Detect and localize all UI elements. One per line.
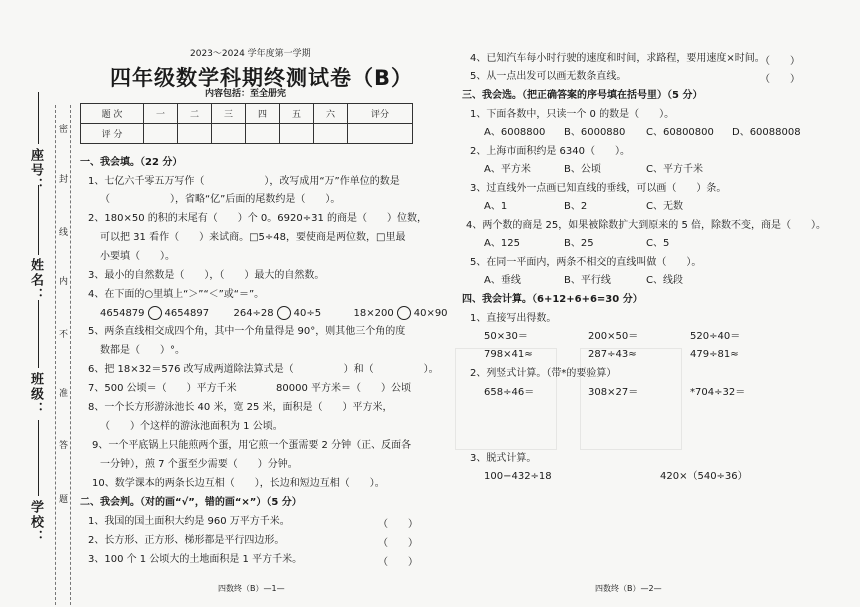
oral-item: 50×30＝ [484,331,528,342]
oral-item: 287÷43≈ [588,349,637,360]
judge-3: 3、100 个 1 公顷大的土地面积是 1 平方千米。 [88,554,303,565]
score-cell[interactable] [212,124,246,144]
compare-left: 264÷28 [233,308,274,319]
choice-2: 2、上海市面积约是 6340（ ）。 [470,146,630,157]
seal-char: 封 [59,175,69,185]
choice-5-option[interactable]: B、平行线 [564,275,611,286]
question-4: 4、在下面的○里填上“＞”“＜”或“＝”。 [88,289,265,300]
choice-5: 5、在同一平面内，两条不相交的直线叫做（ ）。 [470,257,702,268]
score-header-cell: 题 次 [81,104,144,124]
question-1b: （ ），省略“亿”后面的尾数约是（ ）。 [100,194,341,205]
name-label: 姓名： [28,258,43,303]
calc-2-title: 2、列竖式计算。（带*的要验算） [470,368,617,379]
judge-answer-box[interactable]: （ ） [378,557,418,568]
choice-4: 4、两个数的商是 25，如果被除数扩大到原来的 5 倍，除数不变，商是（ ）。 [466,220,826,231]
choice-5-option[interactable]: A、垂线 [484,275,521,286]
score-header-cell: 评分 [348,104,413,124]
choice-2-option[interactable]: B、公顷 [564,164,601,175]
question-2b: 可以把 31 看作（ ）来试商。□5÷48，要使商是两位数，□里最 [100,232,406,243]
choice-3-option[interactable]: B、2 [564,201,588,212]
question-8b: （ ）个这样的游泳池面积为 1 公顷。 [100,421,283,432]
compare-left: 4654879 [100,308,145,319]
calc-1-title: 1、直接写出得数。 [470,313,557,324]
class-field[interactable] [38,300,39,368]
score-header-cell: 二 [178,104,212,124]
vertical-item: 658÷46＝ [484,387,535,398]
seal-char: 题 [59,495,69,505]
score-cell[interactable] [280,124,314,144]
question-3: 3、最小的自然数是（ ），（ ）最大的自然数。 [88,270,325,281]
question-5a: 5、两条直线相交成四个角，其中一个角量得是 90°，则其他三个角的度 [88,326,406,337]
page-title: 四年级数学科期终测试卷（B） [110,66,414,90]
choice-1: 1、下面各数中，只读一个 0 的数是（ ）。 [470,109,675,120]
vertical-item: 308×27＝ [588,387,639,398]
question-8a: 8、一个长方形游泳池长 40 米，宽 25 米，面积是（ ）平方米， [88,402,393,413]
compare-right: 40÷5 [293,308,322,319]
seal-char: 内 [59,277,69,287]
choice-2-option[interactable]: A、平方米 [484,164,531,175]
score-header-cell: 三 [212,104,246,124]
score-table [80,103,413,144]
choice-2-option[interactable]: C、平方千米 [646,164,703,175]
school-label: 学校： [28,500,43,545]
score-cell[interactable] [246,124,280,144]
choice-4-option[interactable]: C、5 [646,238,670,249]
judge-answer-box[interactable]: （ ） [378,519,418,530]
calc-3-title: 3、脱式计算。 [470,453,537,464]
oral-item: 200×50＝ [588,331,639,342]
judge-5: 5、从一点出发可以画无数条直线。 [470,71,627,82]
seal-char: 答 [59,441,69,451]
score-header-cell: 一 [144,104,178,124]
compare-right: 4654897 [164,308,210,319]
seat-label: 座号： [28,148,43,193]
section-2-title: 二、我会判。（对的画“√”，错的画“×”）（5 分） [80,497,302,508]
score-header-cell: 四 [246,104,280,124]
stepwise-item: 100−432÷18 [484,471,552,482]
binding-line [55,105,56,605]
school-year: 2023～2024 学年度第一学期 [190,49,311,59]
score-cell[interactable] [314,124,348,144]
seal-char: 密 [59,125,69,135]
question-7a: 7、500 公顷＝（ ）平方千米 [88,383,237,394]
question-2c: 小要填（ ）。 [100,251,175,262]
judge-4: 4、已知汽车每小时行驶的速度和时间，求路程，要用速度×时间。 [470,53,765,64]
question-6: 6、把 18×32＝576 改写成两道除法算式是（ ）和（ ）。 [88,364,439,375]
question-10: 10、数学课本的两条长边互相（ ），长边和短边互相（ ）。 [92,478,385,489]
school-field[interactable] [38,420,39,496]
content-scope: 内容包括：至全册完 [205,89,287,99]
compare-row [100,306,448,320]
binding-line [70,105,71,605]
choice-1-option[interactable]: C、60800800 [646,127,714,138]
compare-circle[interactable] [148,306,162,320]
seal-char: 线 [59,228,69,238]
seat-field[interactable] [38,92,39,144]
bleed-through-grid [580,348,682,450]
question-2a: 2、180×50 的积的末尾有（ ）个 0。6920÷31 的商是（ ）位数， [88,213,428,224]
section-1-title: 一、我会填。（22 分） [80,157,183,168]
score-cell[interactable] [178,124,212,144]
score-header-cell: 六 [314,104,348,124]
score-header-cell: 五 [280,104,314,124]
oral-item: 798×41≈ [484,349,533,360]
compare-circle[interactable] [397,306,411,320]
compare-right: 40×90 [413,308,448,319]
page-footer-left: 四数终（B）—1— [218,584,285,593]
score-row-label: 评 分 [81,124,144,144]
judge-1: 1、我国的国土面积大约是 960 万平方千米。 [88,516,290,527]
compare-circle[interactable] [277,306,291,320]
section-3-title: 三、我会选。（把正确答案的序号填在括号里）（5 分） [462,90,703,101]
judge-2: 2、长方形、正方形、梯形都是平行四边形。 [88,535,285,546]
judge-answer-box[interactable]: （ ） [378,538,418,549]
choice-4-option[interactable]: A、125 [484,238,520,249]
question-7b: 80000 平方米＝（ ）公顷 [276,383,411,394]
compare-left: 18×200 [353,308,394,319]
section-4-title: 四、我会计算。（6+12+6+6=30 分） [462,294,643,305]
oral-item: 479÷81≈ [690,349,739,360]
choice-1-option[interactable]: A、6008800 [484,127,546,138]
score-cell[interactable] [144,124,178,144]
name-field[interactable] [38,185,39,255]
choice-3: 3、过直线外一点画已知直线的垂线，可以画（ ）条。 [470,183,727,194]
choice-3-option[interactable]: A、1 [484,201,508,212]
page-footer-right: 四数终（B）—2— [595,584,662,593]
class-label: 班级： [28,372,43,417]
choice-1-option[interactable]: D、60088008 [732,127,801,138]
stepwise-item: 420×（540÷36） [660,471,748,482]
judge-answer-box[interactable]: （ ） [760,56,800,67]
question-9b: 一分钟），煎 7 个蛋至少需要（ ）分钟。 [100,459,298,470]
vertical-item: *704÷32＝ [690,387,746,398]
bleed-through-grid [455,348,557,450]
oral-item: 520÷40＝ [690,331,741,342]
judge-answer-box[interactable]: （ ） [760,74,800,85]
choice-4-option[interactable]: B、25 [564,238,594,249]
question-1a: 1、七亿六千零五万写作（ ），改写成用“万”作单位的数是 [88,176,400,187]
choice-1-option[interactable]: B、6000880 [564,127,626,138]
choice-5-option[interactable]: C、线段 [646,275,683,286]
question-9a: 9、一个平底锅上只能煎两个蛋，用它煎一个蛋需要 2 分钟（正、反面各 [92,440,412,451]
choice-3-option[interactable]: C、无数 [646,201,683,212]
score-cell[interactable] [348,124,413,144]
seal-char: 准 [59,389,69,399]
question-5b: 数都是（ ）°。 [100,345,185,356]
seal-char: 不 [59,330,69,340]
